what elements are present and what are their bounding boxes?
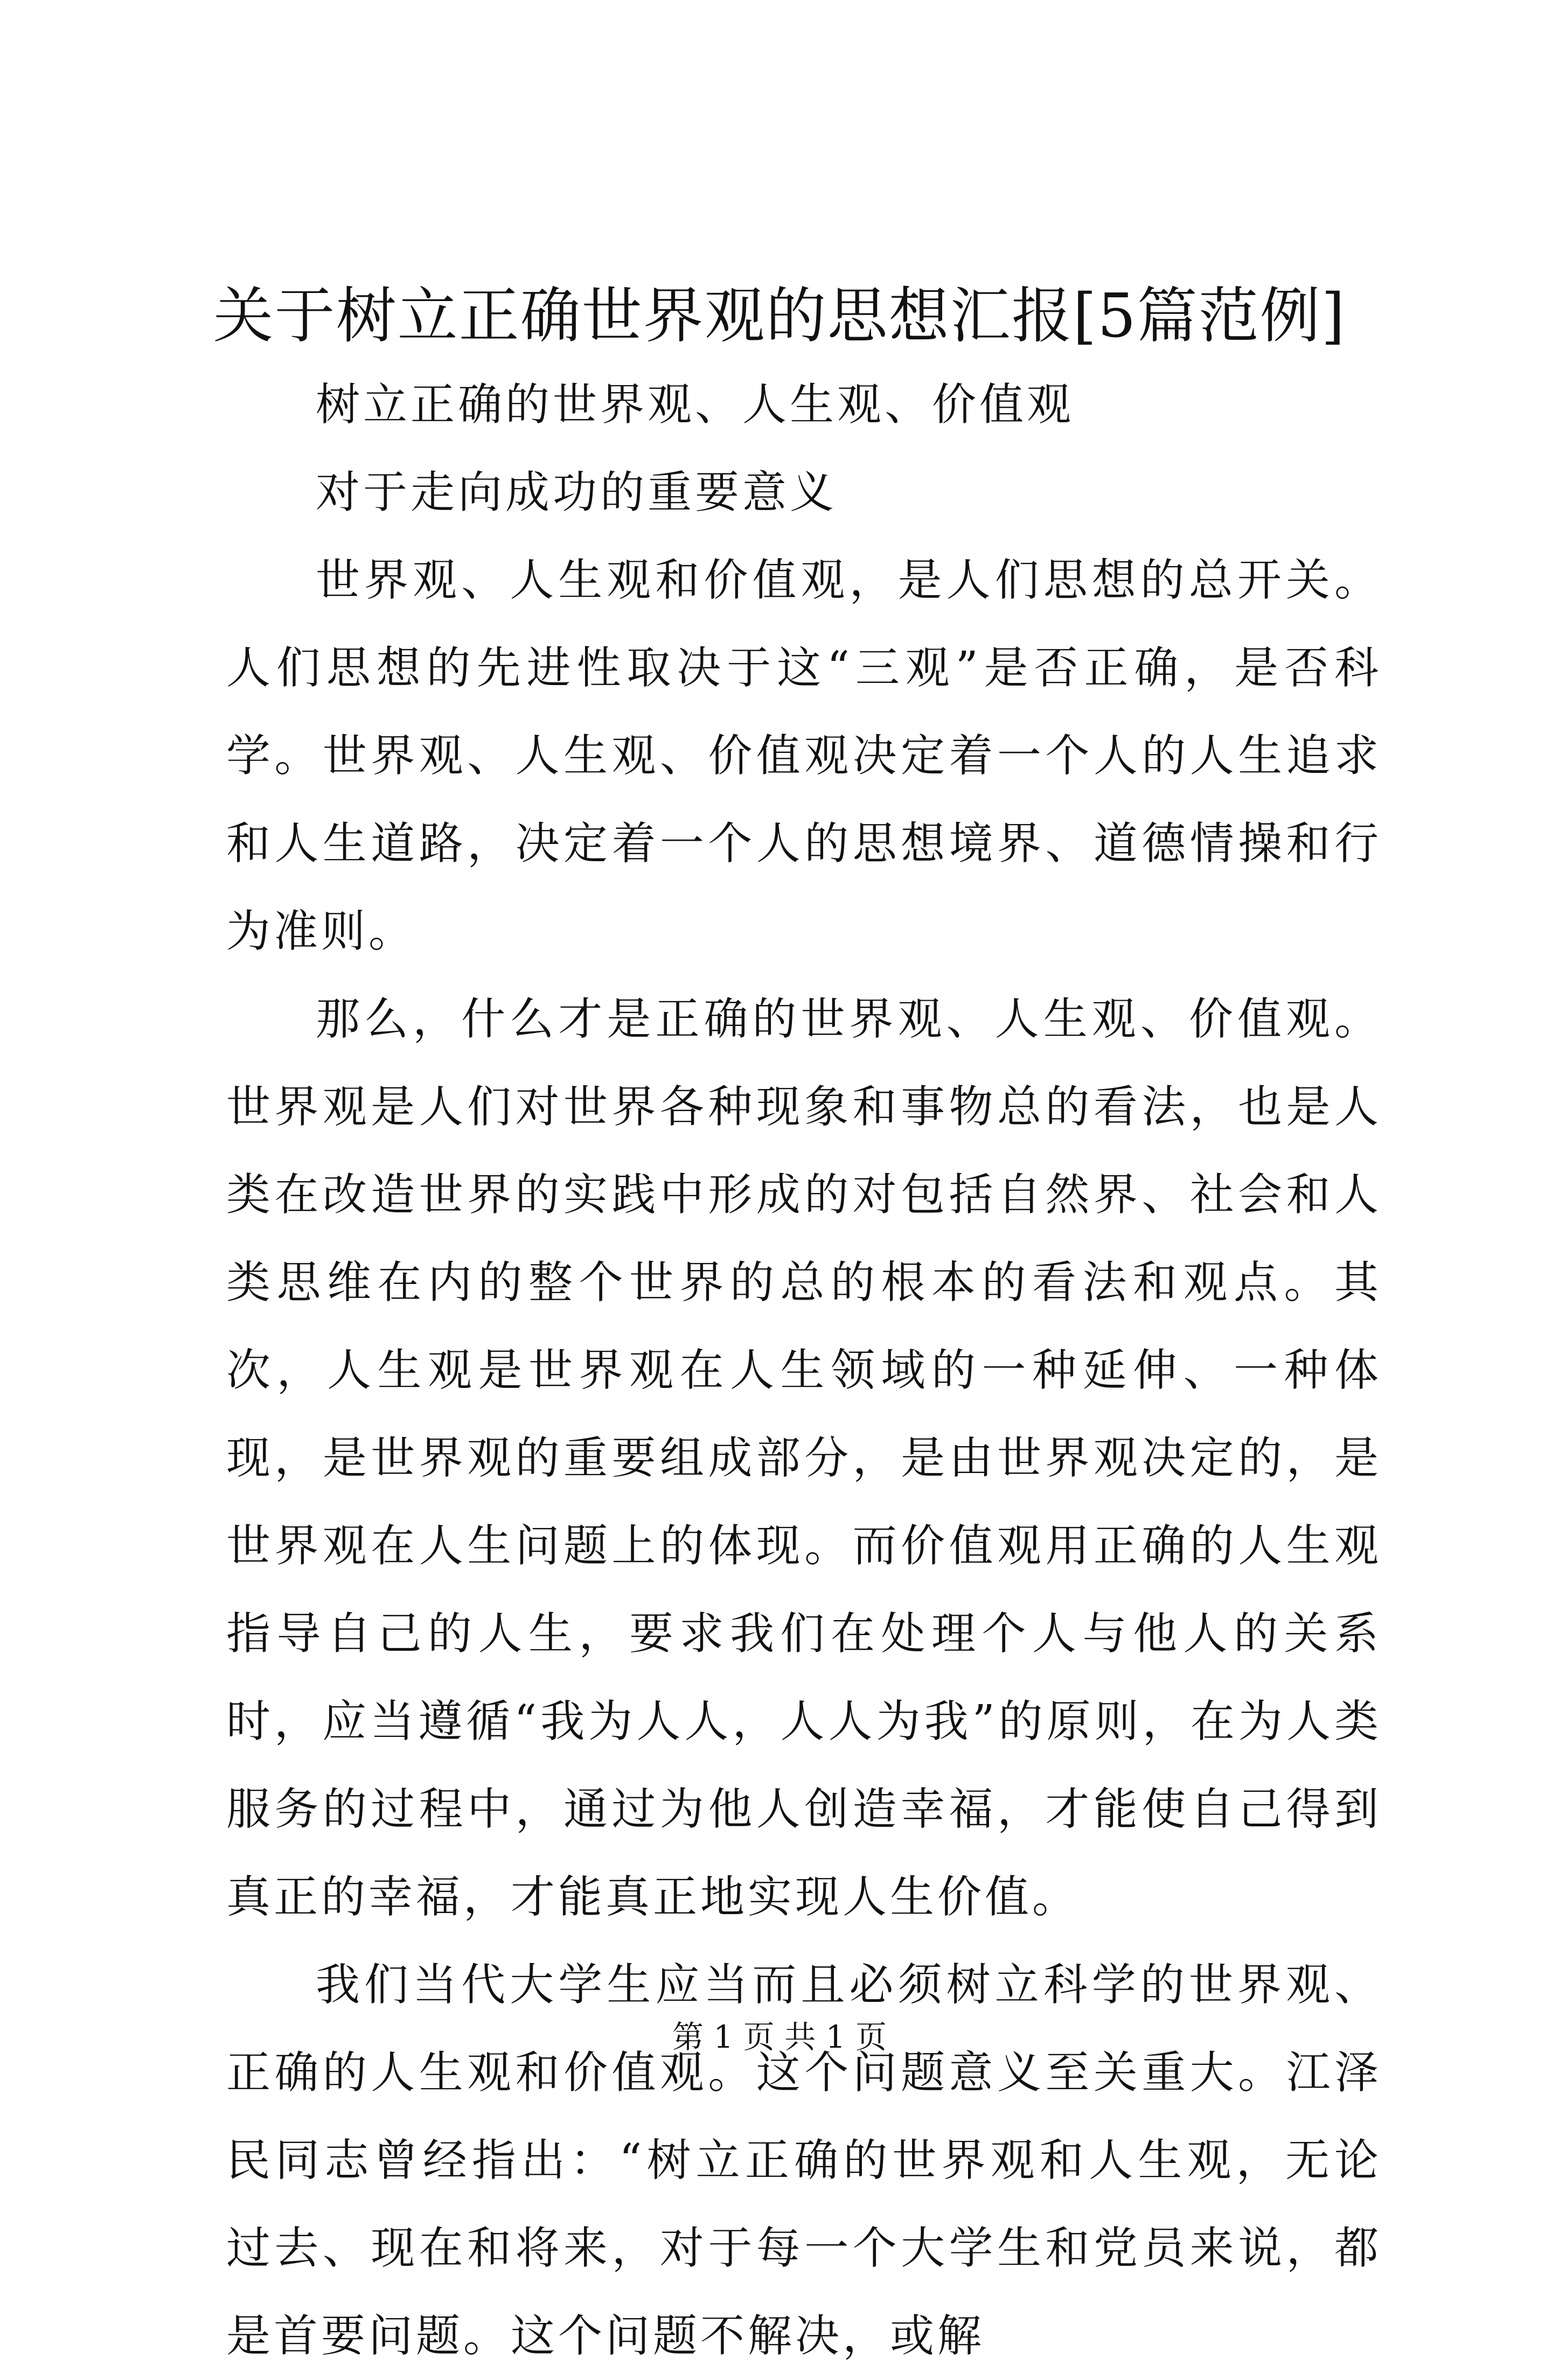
document-title: 关于树立正确世界观的思想汇报[5篇范例] — [213, 281, 1346, 351]
subtitle-line-2: 对于走向成功的重要意义 — [316, 467, 838, 518]
subtitle-line-1: 树立正确的世界观、人生观、价值观 — [316, 379, 1075, 430]
page-footer: 第 1 页 共 1 页 — [672, 2019, 887, 2055]
body-paragraph-1: 世界观、人生观和价值观，是人们思想的总开关。人们思想的先进性取决于这“三观”是否正确，是否科学。世界观、人生观、价值观决定着一个人的人生追求和人生道路，决定着一个人的思想境界、道德情操和行为准则。 — [226, 555, 1382, 957]
body-paragraph-3: 我们当代大学生应当而且必须树立科学的世界观、正确的人生观和价值观。这个问题意义至关重大。江泽民同志曾经指出：“树立正确的世界观和人生观，无论过去、现在和将来，对于每一个大学生和党员来说，都是首要问题。这个问题不解决，或解 — [226, 1959, 1382, 2362]
document-body — [226, 361, 1382, 2380]
body-paragraph-2: 那么，什么才是正确的世界观、人生观、价值观。世界观是人们对世界各种现象和事物总的看法，也是人类在改造世界的实践中形成的对包括自然界、社会和人类思维在内的整个世界的总的根本的看法和观点。其次，人生观是世界观在人生领域的一种延伸、一种体现，是世界观的重要组成部分，是由世界观决定的，是世界观在人生问题上的体现。而价值观用正确的人生观指导自己的人生，要求我们在处理个人与他人的关系时，应当遵循“我为人人，人人为我”的原则，在为人类服务的过程中，通过为他人创造幸福，才能使自己得到真正的幸福，才能真正地实现人生价值。 — [226, 994, 1382, 1923]
